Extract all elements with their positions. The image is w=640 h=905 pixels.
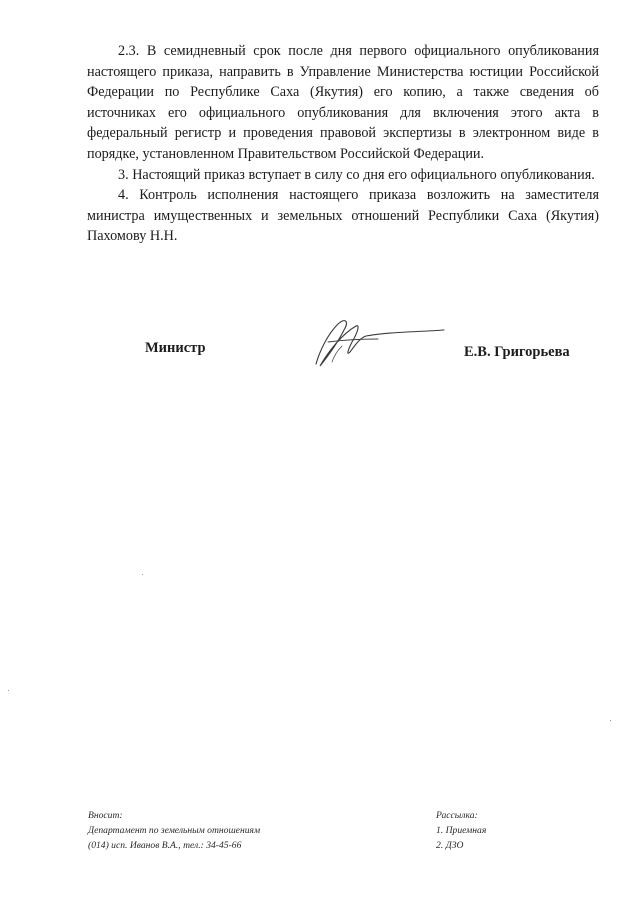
signatory-title: Министр: [145, 340, 206, 356]
footer-distribution: [436, 808, 486, 853]
footer-distribution-item: 1. Приемная: [436, 825, 487, 836]
footer-distribution-item: 2. ДЗО: [436, 840, 464, 851]
signatory-name: Е.В. Григорьева: [464, 344, 570, 360]
footer-submitted-label: Вносит:: [88, 810, 123, 821]
handwritten-signature: [298, 312, 448, 372]
scan-speck: [8, 690, 9, 691]
footer-executor: (014) исп. Иванов В.А., тел.: 34-45-66: [88, 840, 242, 851]
paragraph-4: 4. Контроль исполнения настоящего приказа возложить на заместителя министра имущественных и земельных отношений Республики Саха (Якутия) Пахомову Н.Н.: [87, 187, 599, 245]
paragraph-2-3: 2.3. В семидневный срок после дня первого официального опубликования настоящего приказа, направить в Управление Министерства юстиции Российской Федерации по Республике Саха (Якутия) его копию, а также сведения об источниках его официального опубликования для включения этого акта в федеральный регистр и проведения правовой экспертизы в электронном виде в порядке, установленном Правительством Российской Федерации.: [87, 43, 599, 162]
order-body: [87, 41, 599, 247]
footer-submitted-by: [88, 808, 260, 853]
paragraph-3: 3. Настоящий приказ вступает в силу со дня его официального опубликования.: [118, 166, 595, 183]
footer-department: Департамент по земельным отношениям: [88, 825, 261, 836]
scan-speck: [142, 574, 143, 575]
scan-speck: [610, 720, 611, 721]
footer-distribution-label: Рассылка:: [436, 810, 478, 821]
